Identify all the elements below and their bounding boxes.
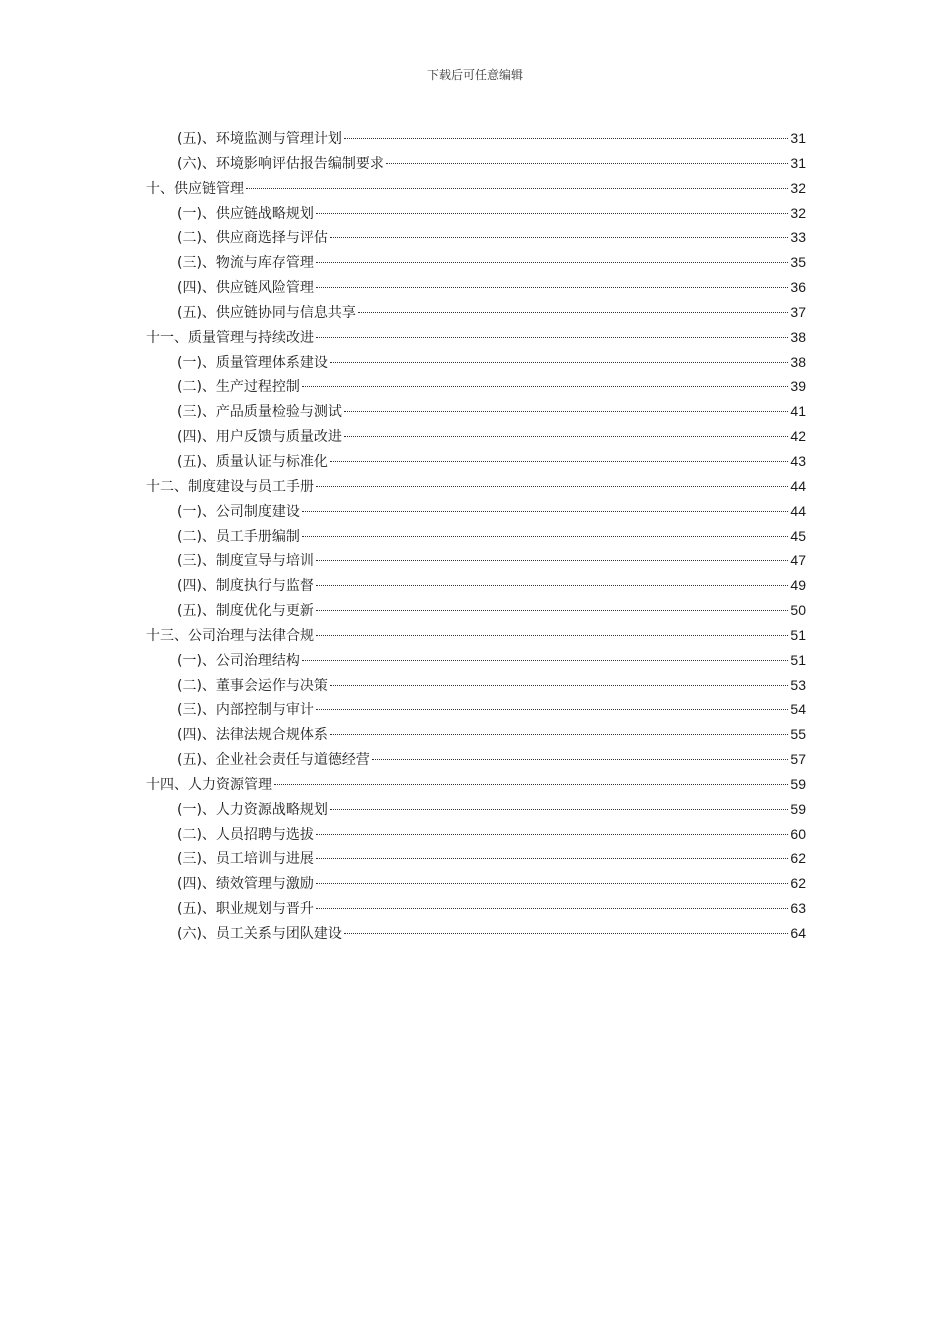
toc-entry-label: (四)、用户反馈与质量改进 [177,429,342,446]
toc-entry[interactable] [146,623,806,648]
toc-page-number: 33 [790,229,806,246]
toc-entry-label: (六)、员工关系与团队建设 [177,926,342,942]
toc-dot-leader [330,809,788,810]
toc-dot-leader [316,560,788,561]
toc-entry[interactable] [146,275,806,300]
toc-entry-label: (一)、人力资源战略规划 [177,801,328,818]
toc-entry-label: (四)、制度执行与监督 [177,578,314,595]
toc-entry-label: (三)、物流与库存管理 [177,255,314,272]
toc-entry-label: (三)、产品质量检验与测试 [177,404,342,421]
toc-page-number: 42 [790,428,806,445]
toc-page-number: 38 [790,328,806,345]
toc-dot-leader [316,337,788,338]
toc-entry[interactable] [146,573,806,598]
toc-dot-leader [316,908,788,909]
toc-page-number: 54 [790,701,806,718]
toc-page-number: 51 [790,626,806,643]
toc-entry[interactable] [146,697,806,722]
toc-entry-label: (二)、人员招聘与选拔 [177,826,314,843]
toc-page-number: 57 [790,751,806,768]
table-of-contents [146,126,806,946]
toc-page-number: 41 [790,403,806,420]
toc-dot-leader [316,262,788,263]
toc-dot-leader [316,635,788,636]
toc-entry-label: (三)、内部控制与审计 [177,702,314,719]
toc-page-number: 44 [790,502,806,519]
toc-entry[interactable] [146,673,806,698]
toc-entry-label: 十四、人力资源管理 [146,776,272,793]
toc-entry[interactable] [146,524,806,549]
toc-page-number: 36 [790,279,806,296]
toc-entry-label: (五)、环境监测与管理计划 [177,131,342,147]
toc-dot-leader [344,436,788,437]
toc-entry[interactable] [146,772,806,797]
toc-dot-leader [316,858,788,859]
toc-page-number: 63 [790,900,806,917]
toc-entry-label: (二)、员工手册编制 [177,528,300,545]
toc-page-number: 59 [790,800,806,817]
toc-page-number: 62 [790,850,806,867]
toc-page-number: 45 [790,527,806,544]
toc-entry[interactable] [146,921,806,946]
toc-page-number: 59 [790,775,806,792]
toc-page-number: 64 [790,925,806,941]
toc-page-number: 51 [790,651,806,668]
toc-entry[interactable] [146,747,806,772]
toc-dot-leader [316,883,788,884]
toc-entry[interactable] [146,871,806,896]
toc-page-number: 32 [790,204,806,221]
toc-entry[interactable] [146,474,806,499]
toc-page-number: 39 [790,378,806,395]
toc-entry-label: (四)、供应链风险管理 [177,280,314,297]
toc-entry[interactable] [146,176,806,201]
toc-dot-leader [330,685,788,686]
toc-entry[interactable] [146,126,806,151]
toc-dot-leader [316,287,788,288]
toc-entry[interactable] [146,499,806,524]
toc-dot-leader [358,312,788,313]
toc-dot-leader [344,138,788,139]
toc-entry[interactable] [146,722,806,747]
toc-entry-label: (五)、供应链协同与信息共享 [177,304,356,321]
toc-entry[interactable] [146,548,806,573]
toc-entry-label: (三)、制度宣导与培训 [177,553,314,570]
toc-entry[interactable] [146,225,806,250]
toc-dot-leader [330,237,788,238]
page-header: 下载后可任意编辑 [426,68,523,82]
toc-entry[interactable] [146,896,806,921]
toc-page-number: 35 [790,254,806,271]
toc-page-number: 55 [790,726,806,743]
toc-page-number: 50 [790,602,806,619]
toc-page-number: 49 [790,577,806,594]
toc-entry-label: (六)、环境影响评估报告编制要求 [177,155,384,172]
toc-entry-label: (五)、质量认证与标准化 [177,453,328,470]
toc-entry[interactable] [146,648,806,673]
toc-dot-leader [274,784,788,785]
toc-page-number: 32 [790,179,806,196]
toc-entry-label: (五)、职业规划与晋升 [177,901,314,918]
toc-entry[interactable] [146,846,806,871]
toc-entry[interactable] [146,151,806,176]
toc-dot-leader [302,660,788,661]
toc-entry-label: (二)、生产过程控制 [177,379,300,396]
toc-entry[interactable] [146,399,806,424]
toc-dot-leader [330,362,788,363]
toc-page-number: 60 [790,825,806,842]
toc-dot-leader [344,411,788,412]
toc-entry[interactable] [146,325,806,350]
toc-entry-label: (五)、制度优化与更新 [177,603,314,620]
toc-dot-leader [246,188,788,189]
toc-entry[interactable] [146,598,806,623]
toc-page-number: 53 [790,676,806,693]
toc-dot-leader [316,213,788,214]
toc-entry-label: (一)、公司制度建设 [177,503,300,520]
toc-entry-label: (四)、绩效管理与激励 [177,876,314,893]
toc-page-number: 37 [790,303,806,320]
toc-entry[interactable] [146,250,806,275]
toc-entry-label: (二)、董事会运作与决策 [177,677,328,694]
toc-entry-label: 十三、公司治理与法律合规 [146,627,314,644]
toc-dot-leader [316,709,788,710]
toc-entry-label: (二)、供应商选择与评估 [177,230,328,247]
toc-entry[interactable] [146,424,806,449]
toc-entry[interactable] [146,797,806,822]
toc-dot-leader [386,163,788,164]
toc-page-number: 31 [790,154,806,171]
toc-entry-label: (一)、质量管理体系建设 [177,354,328,371]
toc-entry[interactable] [146,300,806,325]
toc-page-number: 43 [790,452,806,469]
toc-dot-leader [316,834,788,835]
toc-page-number: 44 [790,477,806,494]
toc-entry-label: 十二、制度建设与员工手册 [146,478,314,495]
toc-dot-leader [330,461,788,462]
toc-entry-label: 十一、质量管理与持续改进 [146,329,314,346]
toc-dot-leader [302,511,788,512]
toc-entry[interactable] [146,449,806,474]
toc-dot-leader [316,610,788,611]
toc-page-number: 31 [790,130,806,146]
toc-dot-leader [316,486,788,487]
toc-entry[interactable] [146,201,806,226]
toc-entry[interactable] [146,350,806,375]
toc-dot-leader [372,759,788,760]
toc-page-number: 38 [790,353,806,370]
toc-page-number: 62 [790,875,806,892]
toc-entry-label: 十、供应链管理 [146,180,244,197]
toc-page-number: 47 [790,552,806,569]
toc-entry-label: (三)、员工培训与进展 [177,851,314,868]
toc-entry-label: (一)、公司治理结构 [177,652,300,669]
toc-entry-label: (四)、法律法规合规体系 [177,727,328,744]
toc-dot-leader [302,386,788,387]
toc-entry-label: (五)、企业社会责任与道德经营 [177,752,370,769]
toc-dot-leader [330,734,788,735]
toc-entry[interactable] [146,822,806,847]
toc-entry[interactable] [146,374,806,399]
toc-dot-leader [344,933,788,934]
toc-dot-leader [316,585,788,586]
toc-entry-label: (一)、供应链战略规划 [177,205,314,222]
toc-dot-leader [302,536,788,537]
